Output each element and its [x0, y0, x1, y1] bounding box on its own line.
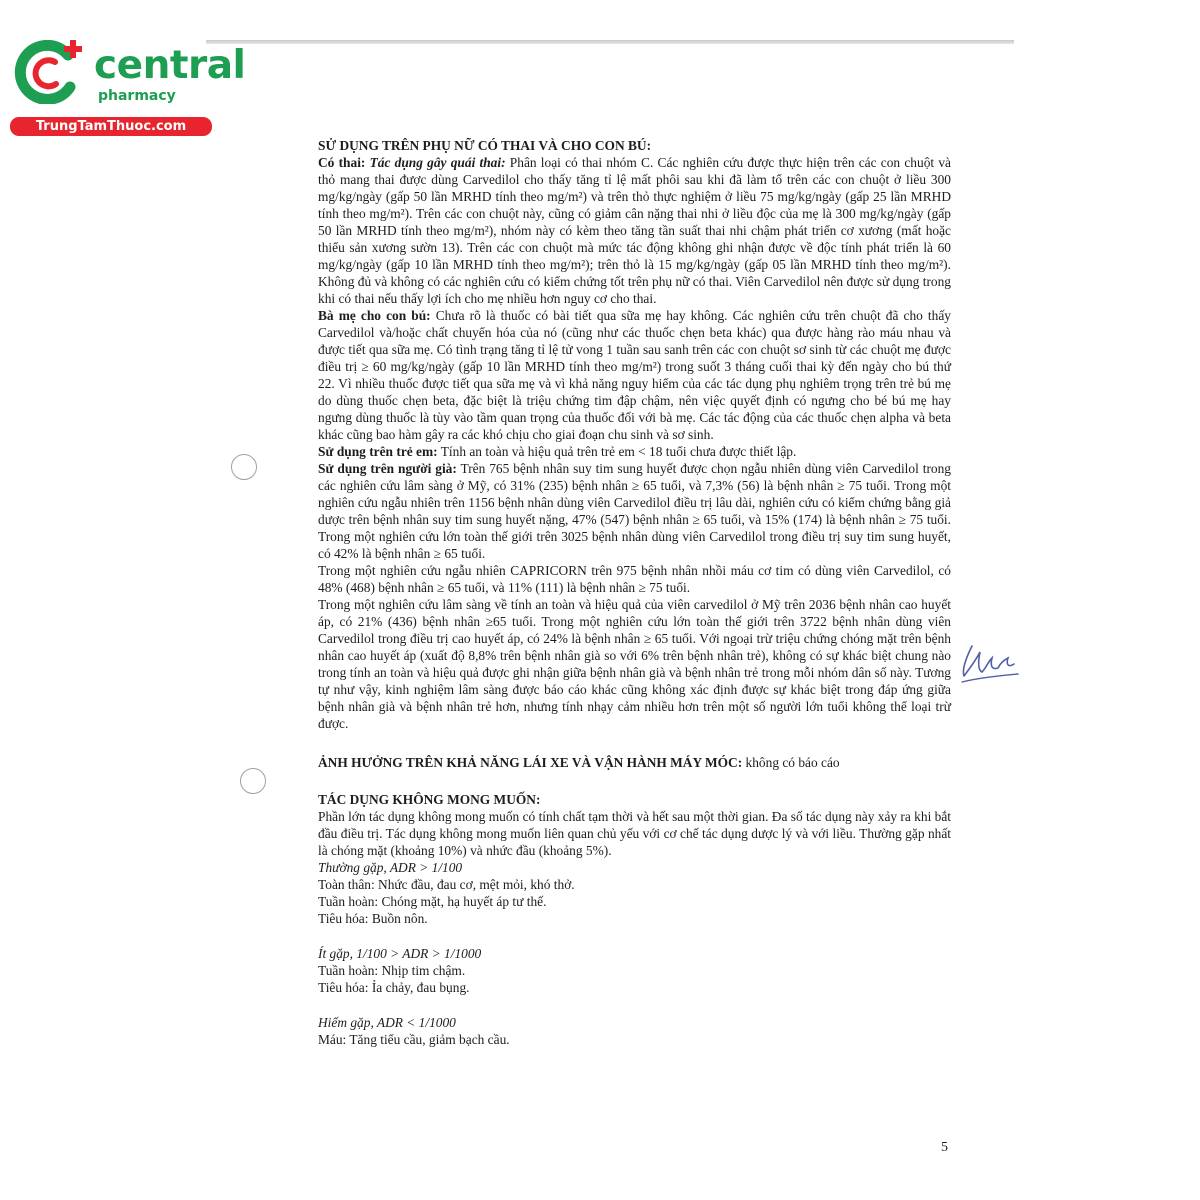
label-pregnancy: Có thai:: [318, 155, 366, 170]
logo-subtitle: pharmacy: [98, 88, 176, 104]
adr-uncommon-item: Tiêu hóa: Ỉa chảy, đau bụng.: [318, 980, 470, 995]
adr-uncommon-item: Tuần hoàn: Nhịp tim chậm.: [318, 963, 466, 978]
logo-brand: central: [94, 43, 246, 88]
text-pregnancy: Phân loại có thai nhóm C. Các nghiên cứu được thực hiện trên các con chuột và thỏ mang thai được dùng Carvedilol cho thấy tăng tỉ lệ mất phôi sau khi đã làm tổ trên các con chuột ở liều 300 mg/kg/ngày (gấp 50 lần MRHD tính theo mg/m²) và trên thỏ thực nghiệm ở liều 75 mg/kg/ngày (gấp 25 lần MRHD tính theo mg/m²). Trên các con chuột này, cũng có giảm cân nặng thai nhi ở liều độc của mẹ là 300 mg/kg/ngày (gấp 50 lần MRHD tính theo mg/m²), nhóm này có kèm theo tăng tần suất thai nhi chậm phát triển cơ xương (mất hoặc thiểu sản xương sườn 13). Trên các con chuột mà mức tác động không ghi nhận được về độc tính phát triển là 60 mg/kg/ngày (gấp 10 lần MRHD tính theo mg/m²); trên thỏ là 15 mg/kg/ngày (gấp 05 lần MRHD tính theo mg/m²). Không đủ và không có các nghiên cứu có kiểm chứng tốt trên phụ nữ có thai. Viên Carvedilol nên được sử dụng trong khi có thai nếu thấy lợi ích cho mẹ nhiều hơn nguy cơ cho thai.: [318, 155, 951, 306]
paragraph-elderly: [318, 460, 951, 562]
adr-common-title: Thường gặp, ADR > 1/100: [318, 860, 463, 875]
adr-rare-title: Hiếm gặp, ADR < 1/1000: [318, 1015, 456, 1030]
adr-common-item: Tuần hoàn: Chóng mặt, hạ huyết áp tư thế.: [318, 894, 547, 909]
section-heading-adverse: TÁC DỤNG KHÔNG MONG MUỐN:: [318, 792, 541, 807]
handwritten-signature-icon: [958, 638, 1022, 686]
paragraph-driving: [318, 754, 951, 771]
logo-website-badge[interactable]: TrungTamThuoc.com: [10, 117, 212, 136]
pharmacy-cross-logo-icon: [12, 40, 86, 104]
adr-common-item: Tiêu hóa: Buồn nôn.: [318, 911, 428, 926]
label-children: Sử dụng trên trẻ em:: [318, 444, 438, 459]
central-pharmacy-logo[interactable]: [8, 36, 246, 136]
section-heading-driving: ẢNH HƯỞNG TRÊN KHẢ NĂNG LÁI XE VÀ VẬN HÀNH MÁY MÓC:: [318, 755, 743, 770]
adr-common-item: Toàn thân: Nhức đầu, đau cơ, mệt mỏi, khó thở.: [318, 877, 575, 892]
label-teratogenic: Tác dụng gây quái thai:: [369, 155, 506, 170]
punch-hole: [240, 768, 266, 794]
punch-hole: [231, 454, 257, 480]
paragraph-breastfeeding: [318, 307, 951, 443]
adr-rare-item: Máu: Tăng tiểu cầu, giảm bạch cầu.: [318, 1032, 510, 1047]
text-breastfeeding: Chưa rõ là thuốc có bài tiết qua sữa mẹ hay không. Các nghiên cứu trên chuột đã cho thấy Carvedilol và/hoặc chất chuyển hóa của nó (cũng như các thuốc chẹn beta khác) qua được hàng rào máu nhau và được tiết qua sữa mẹ. Có tình trạng tăng tỉ lệ tử vong 1 tuần sau sanh trên các con chuột sơ sinh từ các chuột mẹ được điều trị ≥ 60 mg/kg/ngày (gấp 10 lần MRHD tính theo mg/m²) trong suốt 3 tháng cuối thai kỳ đến ngày cho bú thứ 22. Vì nhiều thuốc được tiết qua sữa mẹ và vì khả năng nguy hiểm của các tác dụng phụ nghiêm trọng trên trẻ bú mẹ do dùng thuốc chẹn beta, đặc biệt là triệu chứng tim đập chậm, nên việc quyết định có ngưng cho bé bú mẹ hay ngưng dùng thuốc là tùy vào tầm quan trọng của thuốc đối với bà mẹ. Các tác động của các thuốc chẹn alpha và beta khác cũng bao hàm gây ra các khó chịu cho giai đoạn chu sinh và sơ sinh.: [318, 308, 951, 442]
label-breastfeeding: Bà mẹ cho con bú:: [318, 308, 431, 323]
text-children: Tính an toàn và hiệu quả trên trẻ em < 18 tuổi chưa được thiết lập.: [440, 444, 797, 459]
paragraph-capricorn: Trong một nghiên cứu ngẫu nhiên CAPRICORN trên 975 bệnh nhân nhồi máu cơ tim có dùng viên Carvedilol, có 48% (468) bệnh nhân ≥ 65 tuổi, và 11% (111) là bệnh nhân ≥ 75 tuổi.: [318, 563, 951, 595]
scan-top-edge: [206, 40, 1014, 44]
paragraph-hypertension: Trong một nghiên cứu lâm sàng về tính an toàn và hiệu quả của viên carvedilol ở Mỹ trên 2036 bệnh nhân cao huyết áp, có 21% (436) bệnh nhân ≥65 tuổi. Trong một nghiên cứu lớn toàn thế giới trên 3722 bệnh nhân dùng viên Carvedilol trong điều trị cao huyết áp, có 24% là bệnh nhân ≥ 65 tuổi. Với ngoại trừ triệu chứng chóng mặt trên bệnh nhân cao huyết áp (xuất độ 8,8% trên bệnh nhân già so với 6% trên bệnh nhân trẻ), không có sự khác biệt chung nào trong tính an toàn và hiệu quả được ghi nhận giữa bệnh nhân già và bệnh nhân trẻ trong mỗi nhóm dân số này. Tương tự như vậy, kinh nghiệm lâm sàng được báo cáo khác cũng không xác định được sự khác biệt trong đáp ứng giữa bệnh nhân già và bệnh nhân trẻ hơn, nhưng tính nhạy cảm nhiều hơn trên một số người lớn tuổi không thể loại trừ được.: [318, 597, 951, 731]
text-elderly: Trên 765 bệnh nhân suy tim sung huyết được chọn ngẫu nhiên dùng viên Carvedilol trong các nghiên cứu lâm sàng ở Mỹ, có 31% (235) bệnh nhân ≥ 65 tuổi, và 7,3% (56) là bệnh nhân ≥ 75 tuổi. Trong một nghiên cứu ngẫu nhiên trên 1156 bệnh nhân dùng viên Carvedilol điều trị lâu dài, nghiên cứu có kiểm chứng bằng giả dược trên bệnh nhân suy tim sung huyết nặng, 47% (547) bệnh nhân ≥ 65 tuổi, và 15% (174) là bệnh nhân ≥ 75 tuổi. Trong một nghiên cứu lớn toàn thế giới trên 3025 bệnh nhân dùng viên Carvedilol trong điều trị suy tim sung huyết, có 42% là bệnh nhân ≥ 65 tuổi.: [318, 461, 951, 561]
adr-uncommon-title: Ít gặp, 1/100 > ADR > 1/1000: [318, 946, 482, 961]
paragraph-adverse-intro: Phần lớn tác dụng không mong muốn có tính chất tạm thời và hết sau một thời gian. Đa số tác dụng này xảy ra khi bắt đầu điều trị. Tác dụng không mong muốn liên quan chủ yếu với cơ chế tác dụng dược lý và với liều. Thường gặp nhất là chóng mặt (khoảng 10%) và nhức đầu (khoảng 5%).: [318, 809, 952, 858]
paragraph-children: [318, 443, 951, 460]
section-heading-pregnancy: SỬ DỤNG TRÊN PHỤ NỮ CÓ THAI VÀ CHO CON BÚ:: [318, 138, 652, 153]
label-elderly: Sử dụng trên người già:: [318, 461, 457, 476]
document-body: [318, 137, 951, 1048]
paragraph-pregnancy: [318, 154, 951, 307]
page-number: 5: [941, 1140, 948, 1155]
text-driving: không có báo cáo: [745, 755, 840, 770]
